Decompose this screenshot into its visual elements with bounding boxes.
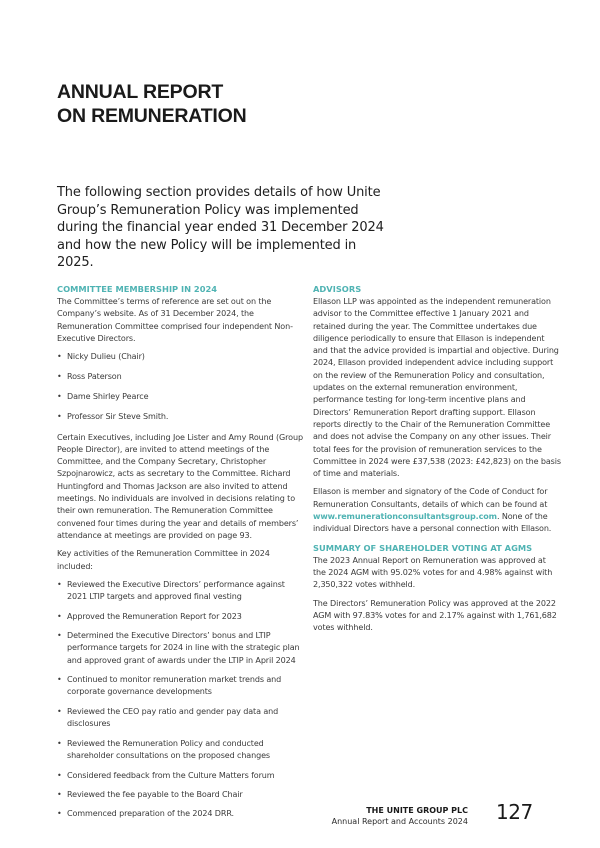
- shareholder-voting-heading: SUMMARY OF SHAREHOLDER VOTING AT AGMS: [313, 542, 533, 553]
- list-item: • Commenced preparation of the 2024 DRR.: [57, 808, 307, 820]
- remuneration-consultants-link[interactable]: www.remunerationconsultantsgroup.com: [313, 512, 497, 522]
- list-item: • Dame Shirley Pearce: [57, 391, 307, 403]
- page-title-line-1: ANNUAL REPORT: [57, 81, 224, 103]
- list-item: • Reviewed the CEO pay ratio and gender pay data and disclosures: [57, 706, 307, 731]
- committee-attendees-paragraph: Certain Executives, including Joe Lister and Amy Round (Group People Director), are invited to attend meetings of the Committee, and the Company Secretary, Christopher Szpojnarowicz, acts as secretary to the Committee. Richard Huntingford and Thomas Jackson are also invited to attend meetings. No individuals are involved in decisions relating to their own remuneration. The Remuneration Committee convened four times during the year and details of members’ attendance at meetings are provided on page 93.: [57, 432, 303, 540]
- right-column: [313, 283, 561, 640]
- list-item: • Continued to monitor remuneration market trends and corporate governance developments: [57, 674, 307, 699]
- code-of-conduct-paragraph: [313, 486, 561, 535]
- advisors-heading: ADVISORS: [313, 284, 362, 294]
- page-title-line-2: ON REMUNERATION: [57, 105, 247, 127]
- committee-members-list: [57, 351, 307, 424]
- page-footer: [332, 805, 468, 827]
- list-item: • Reviewed the Executive Directors’ performance against 2021 LTIP targets and approved final vesting: [57, 579, 307, 604]
- advisors-paragraph: Ellason LLP was appointed as the independent remuneration advisor to the Committee effective 1 January 2021 and retained during the year. The Committee undertakes due diligence periodically to ensure that Ellason is independent and that the advice provided is impartial and objective. During 2024, Ellason provided independent advice including support on the review of the Remuneration Policy and consultation, updates on the external remuneration environment, performance testing for long-term incentive plans and Directors’ Remuneration Report drafting support. Ellason reports directly to the Chair of the Remuneration Committee and does not advise the Company on any other issues. Their total fees for the provision of remuneration services to the Committee in 2024 were £37,538 (2023: £42,823) on the basis of time and materials.: [313, 297, 561, 479]
- list-item: • Nicky Dulieu (Chair): [57, 351, 307, 363]
- list-item: • Considered feedback from the Culture Matters forum: [57, 770, 307, 782]
- list-item: • Professor Sir Steve Smith.: [57, 411, 307, 423]
- list-item: • Ross Paterson: [57, 371, 307, 383]
- list-item: • Determined the Executive Directors’ bonus and LTIP performance targets for 2024 in line with the strategic plan and approved grant of awards under the LTIP in April 2024: [57, 630, 307, 667]
- page-number: 127: [496, 800, 533, 824]
- code-of-conduct-text: Ellason is member and signatory of the Code of Conduct for Remuneration Consultants, details of which can be found at: [313, 487, 548, 509]
- intro-paragraph: The following section provides details of how Unite Group’s Remuneration Policy was implemented during the financial year ended 31 December 2024 and how the new Policy will be implemented in 2025.: [57, 185, 384, 270]
- page-title: [57, 80, 357, 128]
- committee-membership-heading: COMMITTEE MEMBERSHIP IN 2024: [57, 284, 218, 294]
- key-activities-intro: Key activities of the Remuneration Committee in 2024 included:: [57, 549, 270, 571]
- footer-company-name: THE UNITE GROUP PLC: [366, 806, 468, 815]
- committee-terms-paragraph: The Committee’s terms of reference are set out on the Company’s website. As of 31 December 2024, the Remuneration Committee comprised four independent Non-Executive Directors.: [57, 297, 293, 343]
- key-activities-list: [57, 579, 307, 821]
- list-item: • Approved the Remuneration Report for 2023: [57, 611, 307, 623]
- list-item: • Reviewed the fee payable to the Board Chair: [57, 789, 307, 801]
- voting-paragraph-2023-report: The 2023 Annual Report on Remuneration was approved at the 2024 AGM with 95.02% votes for and 4.98% against with 2,350,322 votes withheld.: [313, 555, 553, 590]
- list-item: • Reviewed the Remuneration Policy and conducted shareholder consultations on the proposed changes: [57, 738, 307, 763]
- left-column: [57, 283, 307, 828]
- voting-paragraph-policy: The Directors’ Remuneration Policy was approved at the 2022 AGM with 97.83% votes for and 2.17% against with 1,761,682 votes withheld.: [313, 598, 557, 633]
- code-of-conduct-text-end: . None of the individual Directors have a personal connection with Ellason.: [313, 512, 552, 534]
- footer-report-name: Annual Report and Accounts 2024: [331, 817, 468, 826]
